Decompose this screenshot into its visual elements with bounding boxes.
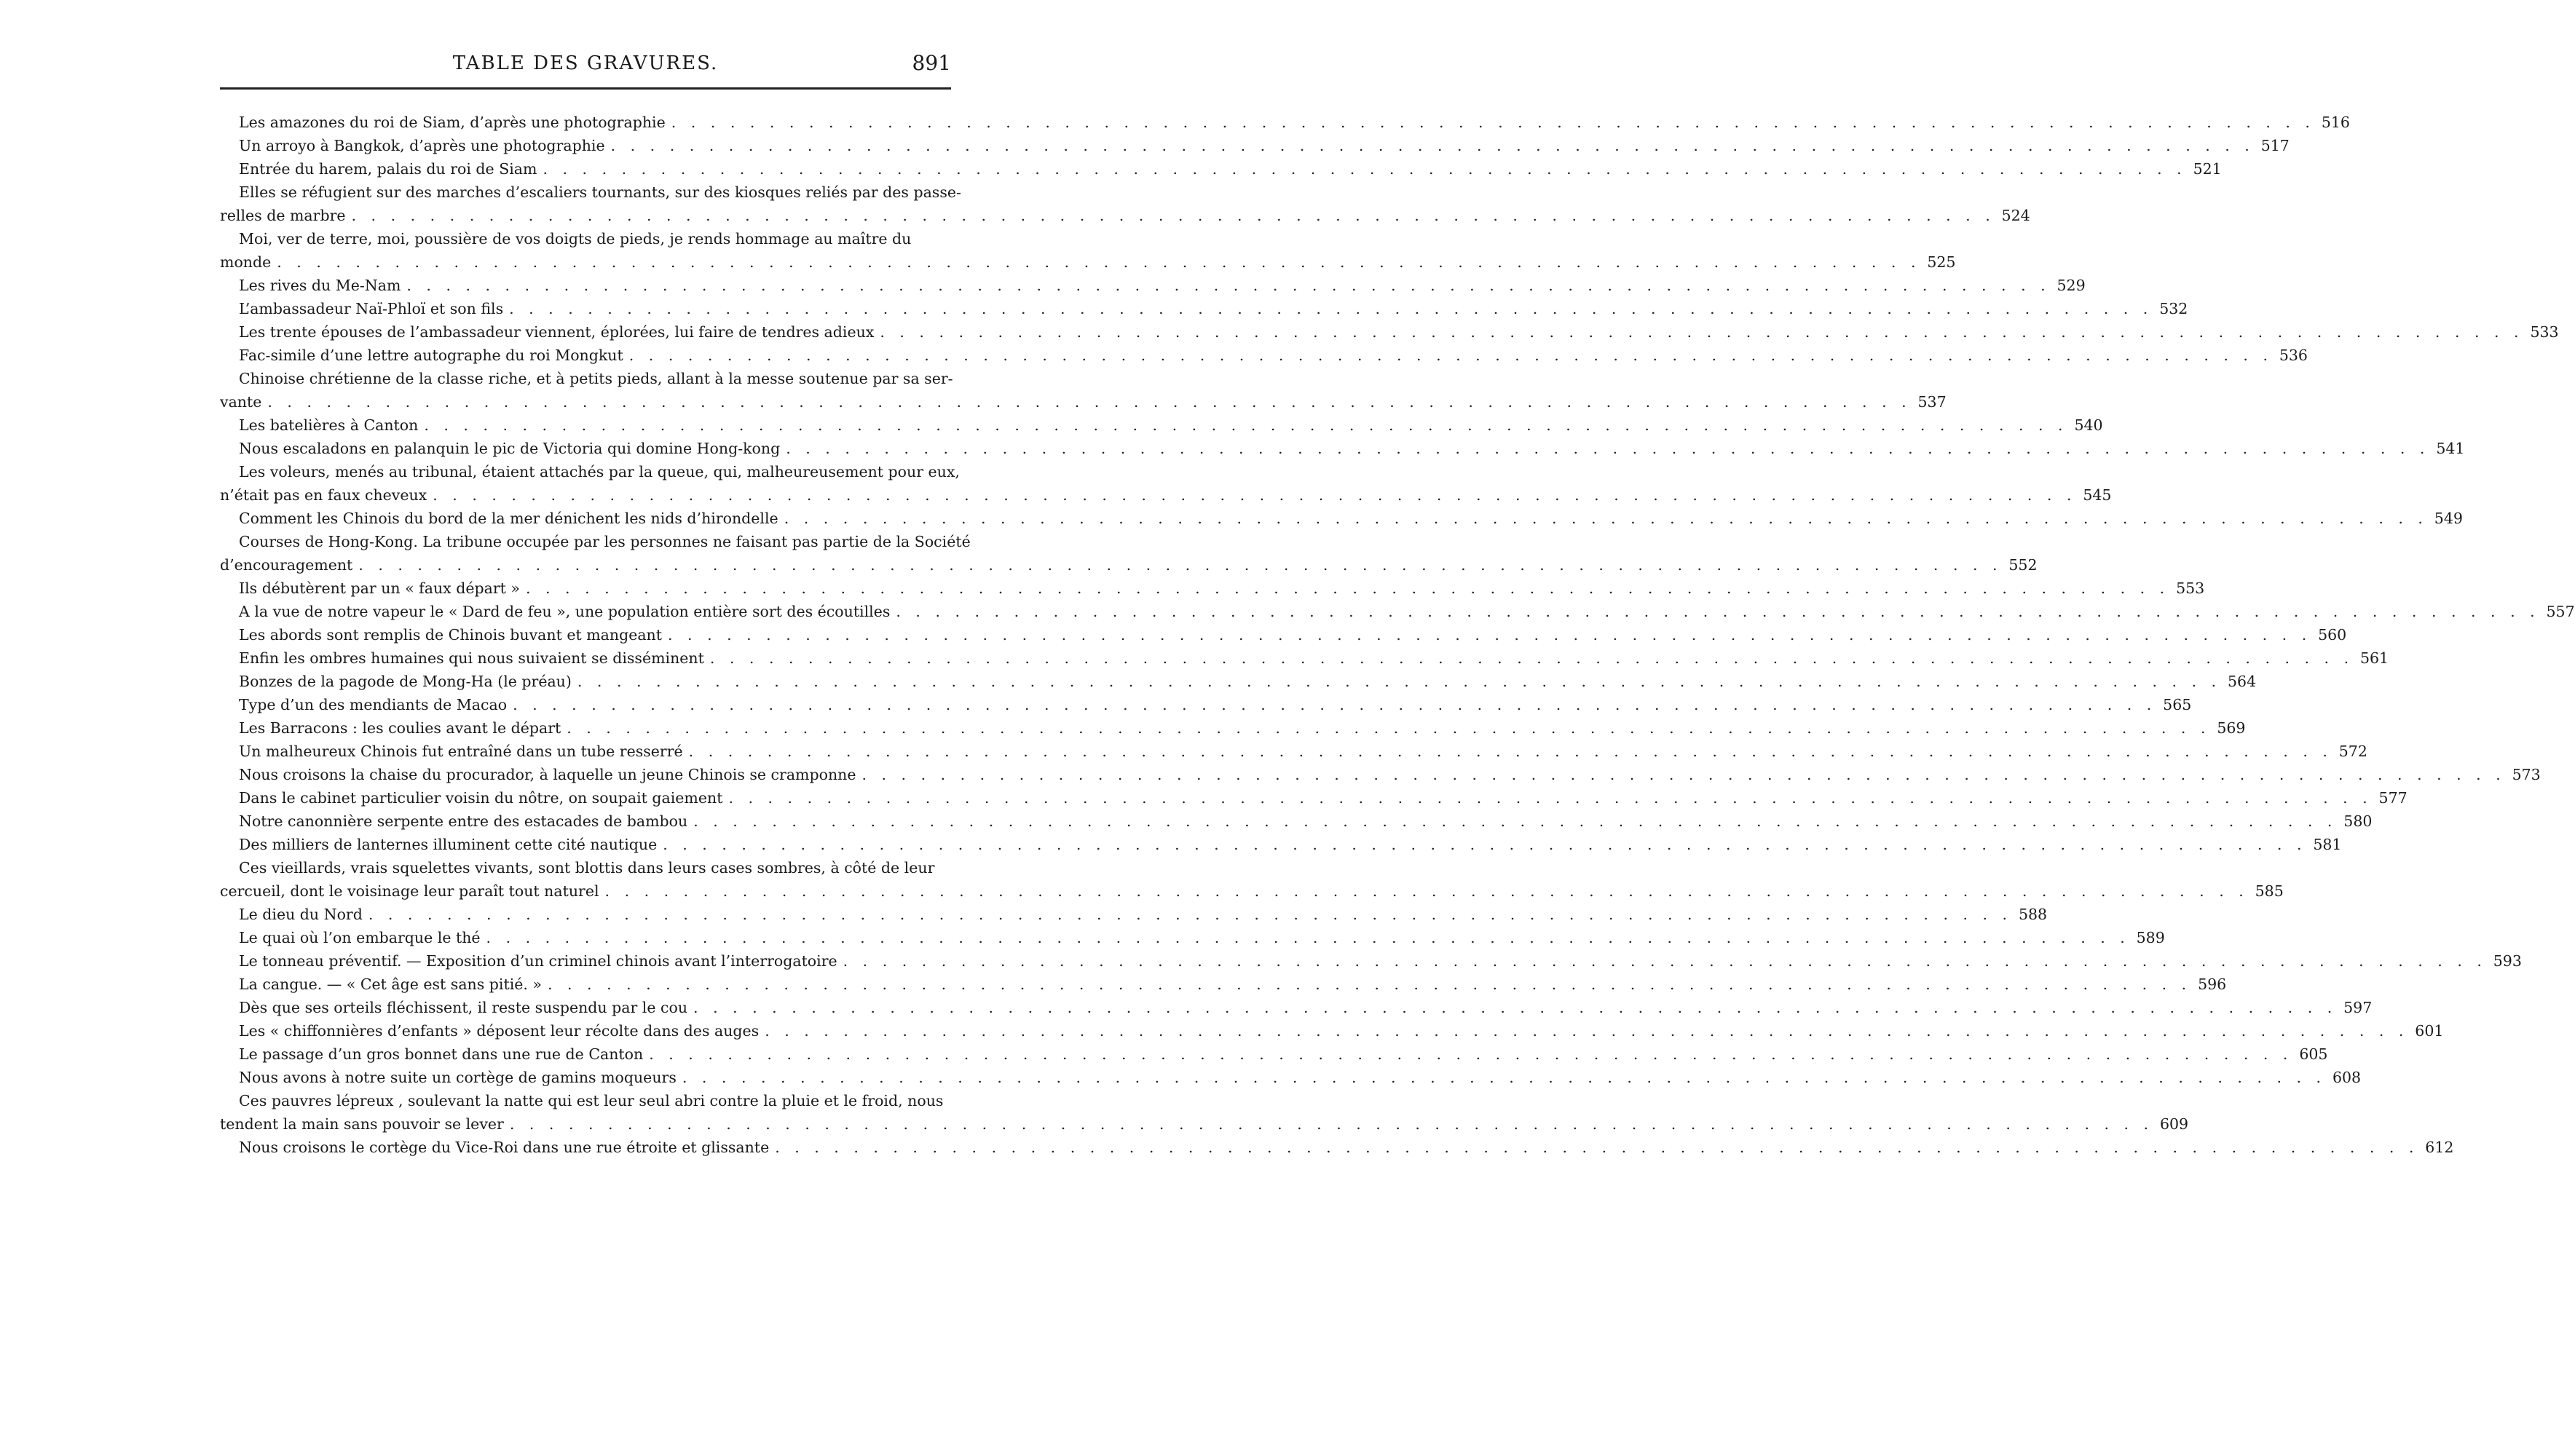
toc-entry-line	[220, 1136, 2454, 1159]
toc-entry-page: 573	[2512, 766, 2541, 783]
toc-entry-page: 517	[2260, 137, 2290, 154]
toc-entry	[220, 297, 2188, 320]
dot-leader	[728, 786, 2372, 810]
dot-leader	[765, 1019, 2408, 1042]
toc-entry-title: Les « chiffonnières d’enfants » déposent leur récolte dans des auges	[239, 1022, 760, 1040]
toc-entry-line	[220, 344, 2308, 367]
toc-entry-line	[220, 926, 2165, 949]
toc-entry-title: Un arroyo à Bangkok, d’après une photographie	[239, 137, 605, 154]
toc-entry	[220, 693, 2192, 716]
toc-entry-title: Le passage d’un gros bonnet dans une rue de Canton	[239, 1045, 644, 1063]
toc-entry-page: 552	[2008, 556, 2038, 574]
toc-entry	[220, 926, 2165, 949]
toc-entry-title: Un malheureux Chinois fut entraîné dans un tube resserré	[239, 743, 683, 760]
toc-entry-line	[220, 1019, 2444, 1042]
toc-entry-title: Les abords sont remplis de Chinois buvant et mangeant	[239, 626, 662, 644]
toc-entry-line	[220, 553, 2038, 577]
dot-leader	[513, 693, 2156, 716]
toc-entry	[220, 157, 2222, 181]
toc-entry-page: 521	[2193, 160, 2222, 178]
toc-entry	[220, 507, 2463, 530]
toc-entry-title: Les trente épouses de l’ambassadeur viennent, éplorées, lui faire de tendres adieux	[239, 323, 875, 341]
toc-entry-line	[220, 250, 1956, 274]
toc-entry	[220, 716, 2246, 740]
dot-leader	[611, 134, 2255, 157]
toc-entry-title: Dès que ses orteils fléchissent, il reste suspendu par le cou	[239, 999, 688, 1016]
dot-leader	[668, 623, 2311, 646]
toc-entry-title: Les rives du Me-Nam	[239, 277, 401, 294]
toc-entry-line	[220, 157, 2222, 181]
toc-entry-page: 580	[2343, 812, 2373, 830]
dot-leader	[368, 903, 2012, 926]
toc-entry-page: 549	[2434, 510, 2463, 527]
toc-entry-title: A la vue de notre vapeur le « Dard de feu », une population entière sort des écoutilles	[239, 603, 891, 620]
dot-leader	[406, 274, 2050, 297]
toc-entry-line	[220, 763, 2541, 786]
toc-entry-first-line: Moi, ver de terre, moi, poussière de vos doigts de pieds, je rends hommage au maître du	[239, 230, 912, 248]
table-of-engravings	[220, 111, 2575, 1159]
toc-entry-first-line: Les voleurs, menés au tribunal, étaient attachés par la queue, qui, malheureusement pour eux,	[239, 463, 960, 480]
toc-entry-line	[220, 274, 2086, 297]
toc-entry-page: 588	[2018, 906, 2048, 923]
dot-leader	[424, 414, 2067, 437]
dot-leader	[689, 740, 2333, 763]
toc-entry	[220, 530, 2038, 577]
toc-entry-page: 560	[2318, 626, 2347, 644]
toc-entry	[220, 949, 2522, 973]
toc-entry-title: cercueil, dont le voisinage leur paraît tout naturel	[220, 882, 599, 900]
toc-entry-first-line: Ces vieillards, vrais squelettes vivants, sont blottis dans leurs cases sombres, à côté de leur	[239, 859, 935, 877]
dot-leader	[277, 250, 1920, 274]
toc-entry	[220, 414, 2103, 437]
toc-entry-line	[220, 1112, 2189, 1136]
toc-entry	[220, 996, 2373, 1019]
dot-leader	[671, 111, 2315, 134]
toc-entry-page: 541	[2436, 440, 2465, 457]
toc-entry-page: 533	[2530, 323, 2559, 341]
toc-entry-title: vante	[220, 393, 262, 411]
toc-entry-title: Nous escaladons en palanquin le pic de Victoria qui domine Hong-kong	[239, 440, 781, 457]
page-number: 891	[912, 51, 951, 75]
toc-entry	[220, 181, 2030, 227]
toc-entry-line	[220, 204, 2030, 227]
toc-entry-page: 569	[2217, 719, 2246, 737]
toc-entry-line	[220, 507, 2463, 530]
toc-entry-line	[220, 134, 2290, 157]
toc-entry-line	[220, 646, 2389, 670]
dot-leader	[358, 553, 2002, 577]
toc-entry-line	[220, 297, 2188, 320]
toc-entry-page: 585	[2255, 882, 2284, 900]
dot-leader	[786, 437, 2429, 460]
toc-entry	[220, 623, 2347, 646]
toc-entry-title: Type d’un des mendiants de Macao	[239, 696, 508, 713]
toc-entry-title: La cangue. — « Cet âge est sans pitié. »	[239, 976, 542, 993]
toc-entry-title: Les amazones du roi de Siam, d’après une photographie	[239, 114, 666, 131]
toc-entry-first-line: Ces pauvres lépreux , soulevant la natte qui est leur seul abri contre la pluie et le froid, nous	[239, 1092, 944, 1109]
dot-leader	[526, 577, 2169, 600]
toc-entry	[220, 833, 2342, 856]
toc-entry-line	[220, 949, 2522, 973]
dot-leader	[577, 670, 2221, 693]
toc-entry-line	[220, 483, 2112, 507]
toc-entry-page: 537	[1917, 393, 1947, 411]
dot-leader	[548, 973, 2191, 996]
toc-entry-line	[220, 1042, 2328, 1066]
toc-entry	[220, 646, 2389, 670]
toc-entry-page: 516	[2321, 114, 2350, 131]
toc-entry	[220, 577, 2205, 600]
toc-entry-first-line: Chinoise chrétienne de la classe riche, et à petits pieds, allant à la messe soutenue par sa ser-	[239, 370, 953, 387]
toc-entry	[220, 437, 2465, 460]
toc-entry-title: Comment les Chinois du bord de la mer dénichent les nids d’hirondelle	[239, 510, 778, 527]
toc-entry-page: 557	[2546, 603, 2575, 620]
toc-entry-title: Le dieu du Nord	[239, 906, 363, 923]
dot-leader	[663, 833, 2306, 856]
toc-entry-page: 553	[2176, 579, 2205, 597]
toc-entry-title: Les batelières à Canton	[239, 416, 419, 434]
dot-leader	[682, 1066, 2326, 1089]
toc-entry-page: 525	[1927, 253, 1956, 271]
toc-entry-line	[220, 716, 2246, 740]
dot-leader	[880, 320, 2523, 344]
toc-entry	[220, 227, 1956, 274]
toc-entry	[220, 1042, 2328, 1066]
toc-entry-line	[220, 1066, 2362, 1089]
toc-entry-page: 561	[2359, 649, 2389, 667]
toc-entry-line	[220, 111, 2350, 134]
toc-entry-title: Enfin les ombres humaines qui nous suivaient se disséminent	[239, 649, 704, 667]
toc-entry-title: Des milliers de lanternes illuminent cette cité nautique	[239, 836, 658, 853]
toc-entry-line	[220, 600, 2575, 623]
dot-leader	[267, 390, 1911, 414]
toc-entry	[220, 367, 1947, 414]
dot-leader	[543, 157, 2186, 181]
toc-entry-page: 601	[2415, 1022, 2444, 1040]
toc-entry	[220, 903, 2048, 926]
dot-leader	[775, 1136, 2418, 1159]
toc-entry-page: 524	[2001, 207, 2030, 224]
toc-entry-line	[220, 786, 2408, 810]
toc-entry-title: Nous croisons la chaise du procurador, à laquelle un jeune Chinois se cramponne	[239, 766, 856, 783]
dot-leader	[486, 926, 2130, 949]
toc-entry-page: 596	[2198, 976, 2227, 993]
running-header	[220, 47, 951, 84]
toc-entry	[220, 600, 2575, 623]
toc-entry	[220, 1136, 2454, 1159]
toc-entry-title: Les Barracons : les coulies avant le départ	[239, 719, 561, 737]
toc-entry-page: 540	[2074, 416, 2103, 434]
toc-entry-title: tendent la main sans pouvoir se lever	[220, 1115, 504, 1133]
toc-entry-title: Le tonneau préventif. — Exposition d’un criminel chinois avant l’interrogatoire	[239, 952, 837, 970]
toc-entry-page: 564	[2227, 673, 2257, 690]
toc-entry	[220, 1089, 2189, 1136]
toc-entry-title: Le quai où l’on embarque le thé	[239, 929, 481, 946]
toc-entry-first-line: Elles se réfugient sur des marches d’escaliers tournants, sur des kiosques reliés par des passe-	[239, 183, 961, 201]
dot-leader	[896, 600, 2539, 623]
toc-entry-title: relles de marbre	[220, 207, 346, 224]
toc-entry	[220, 274, 2086, 297]
toc-entry	[220, 786, 2408, 810]
dot-leader	[861, 763, 2505, 786]
toc-entry-line	[220, 740, 2367, 763]
toc-entry	[220, 320, 2559, 344]
dot-leader	[693, 810, 2337, 833]
dot-leader	[605, 879, 2249, 903]
toc-entry	[220, 856, 2284, 903]
dot-leader	[693, 996, 2337, 1019]
toc-entry-line	[220, 833, 2342, 856]
toc-entry	[220, 344, 2308, 367]
header-rule	[220, 87, 951, 90]
toc-entry-page: 529	[2057, 277, 2086, 294]
toc-entry	[220, 670, 2257, 693]
dot-leader	[784, 507, 2428, 530]
toc-entry-line	[220, 879, 2284, 903]
toc-entry-title: Ils débutèrent par un « faux départ »	[239, 579, 520, 597]
toc-entry-title: Bonzes de la pagode de Mong-Ha (le préau)	[239, 673, 572, 690]
toc-entry-page: 609	[2159, 1115, 2189, 1133]
toc-entry-line	[220, 414, 2103, 437]
toc-entry-title: Nous avons à notre suite un cortège de gamins moqueurs	[239, 1069, 677, 1086]
toc-entry-title: d’encouragement	[220, 556, 353, 574]
toc-entry-page: 593	[2493, 952, 2522, 970]
toc-entry	[220, 973, 2227, 996]
toc-entry-page: 589	[2136, 929, 2165, 946]
dot-leader	[710, 646, 2354, 670]
toc-entry-title: Nous croisons le cortège du Vice-Roi dans une rue étroite et glissante	[239, 1139, 770, 1156]
dot-leader	[510, 1112, 2153, 1136]
toc-entry	[220, 1066, 2362, 1089]
toc-entry	[220, 460, 2112, 507]
toc-entry-title: n’était pas en faux cheveux	[220, 486, 427, 504]
toc-entry-title: Notre canonnière serpente entre des estacades de bambou	[239, 812, 688, 830]
toc-entry-page: 572	[2338, 743, 2367, 760]
toc-entry-page: 612	[2425, 1139, 2454, 1156]
toc-entry-line	[220, 810, 2373, 833]
toc-entry-line	[220, 390, 1947, 414]
toc-entry-page: 536	[2279, 347, 2308, 364]
toc-entry-page: 532	[2159, 300, 2188, 317]
toc-entry-page: 581	[2313, 836, 2342, 853]
toc-entry-page: 577	[2378, 789, 2408, 807]
dot-leader	[567, 716, 2210, 740]
toc-entry-line	[220, 670, 2257, 693]
dot-leader	[843, 949, 2487, 973]
toc-entry-line	[220, 577, 2205, 600]
toc-entry-line	[220, 973, 2227, 996]
toc-entry	[220, 111, 2350, 134]
dot-leader	[352, 204, 1995, 227]
toc-entry-title: Dans le cabinet particulier voisin du nôtre, on soupait gaiement	[239, 789, 723, 807]
toc-entry-page: 545	[2083, 486, 2112, 504]
toc-entry-page: 565	[2163, 696, 2192, 713]
toc-entry-title: monde	[220, 253, 272, 271]
toc-entry-page: 605	[2299, 1045, 2328, 1063]
dot-leader	[433, 483, 2076, 507]
toc-entry	[220, 810, 2373, 833]
toc-entry-page: 597	[2343, 999, 2373, 1016]
toc-entry-line	[220, 996, 2373, 1019]
toc-entry-line	[220, 623, 2347, 646]
toc-entry	[220, 1019, 2444, 1042]
toc-entry-line	[220, 693, 2192, 716]
page-title: TABLE DES GRAVURES.	[452, 52, 719, 74]
toc-entry-first-line: Courses de Hong-Kong. La tribune occupée par les personnes ne faisant pas partie de la Société	[239, 533, 971, 550]
dot-leader	[509, 297, 2153, 320]
toc-entry-line	[220, 320, 2559, 344]
toc-entry-title: Entrée du harem, palais du roi de Siam	[239, 160, 537, 178]
dot-leader	[629, 344, 2273, 367]
toc-entry-line	[220, 903, 2048, 926]
toc-entry-page: 608	[2332, 1069, 2362, 1086]
toc-entry	[220, 740, 2367, 763]
toc-entry-title: L’ambassadeur Naï-Phloï et son fils	[239, 300, 504, 317]
toc-entry-line	[220, 437, 2465, 460]
toc-entry-title: Fac-simile d’une lettre autographe du roi Mongkut	[239, 347, 623, 364]
toc-entry	[220, 763, 2541, 786]
toc-entry	[220, 134, 2290, 157]
dot-leader	[649, 1042, 2292, 1066]
